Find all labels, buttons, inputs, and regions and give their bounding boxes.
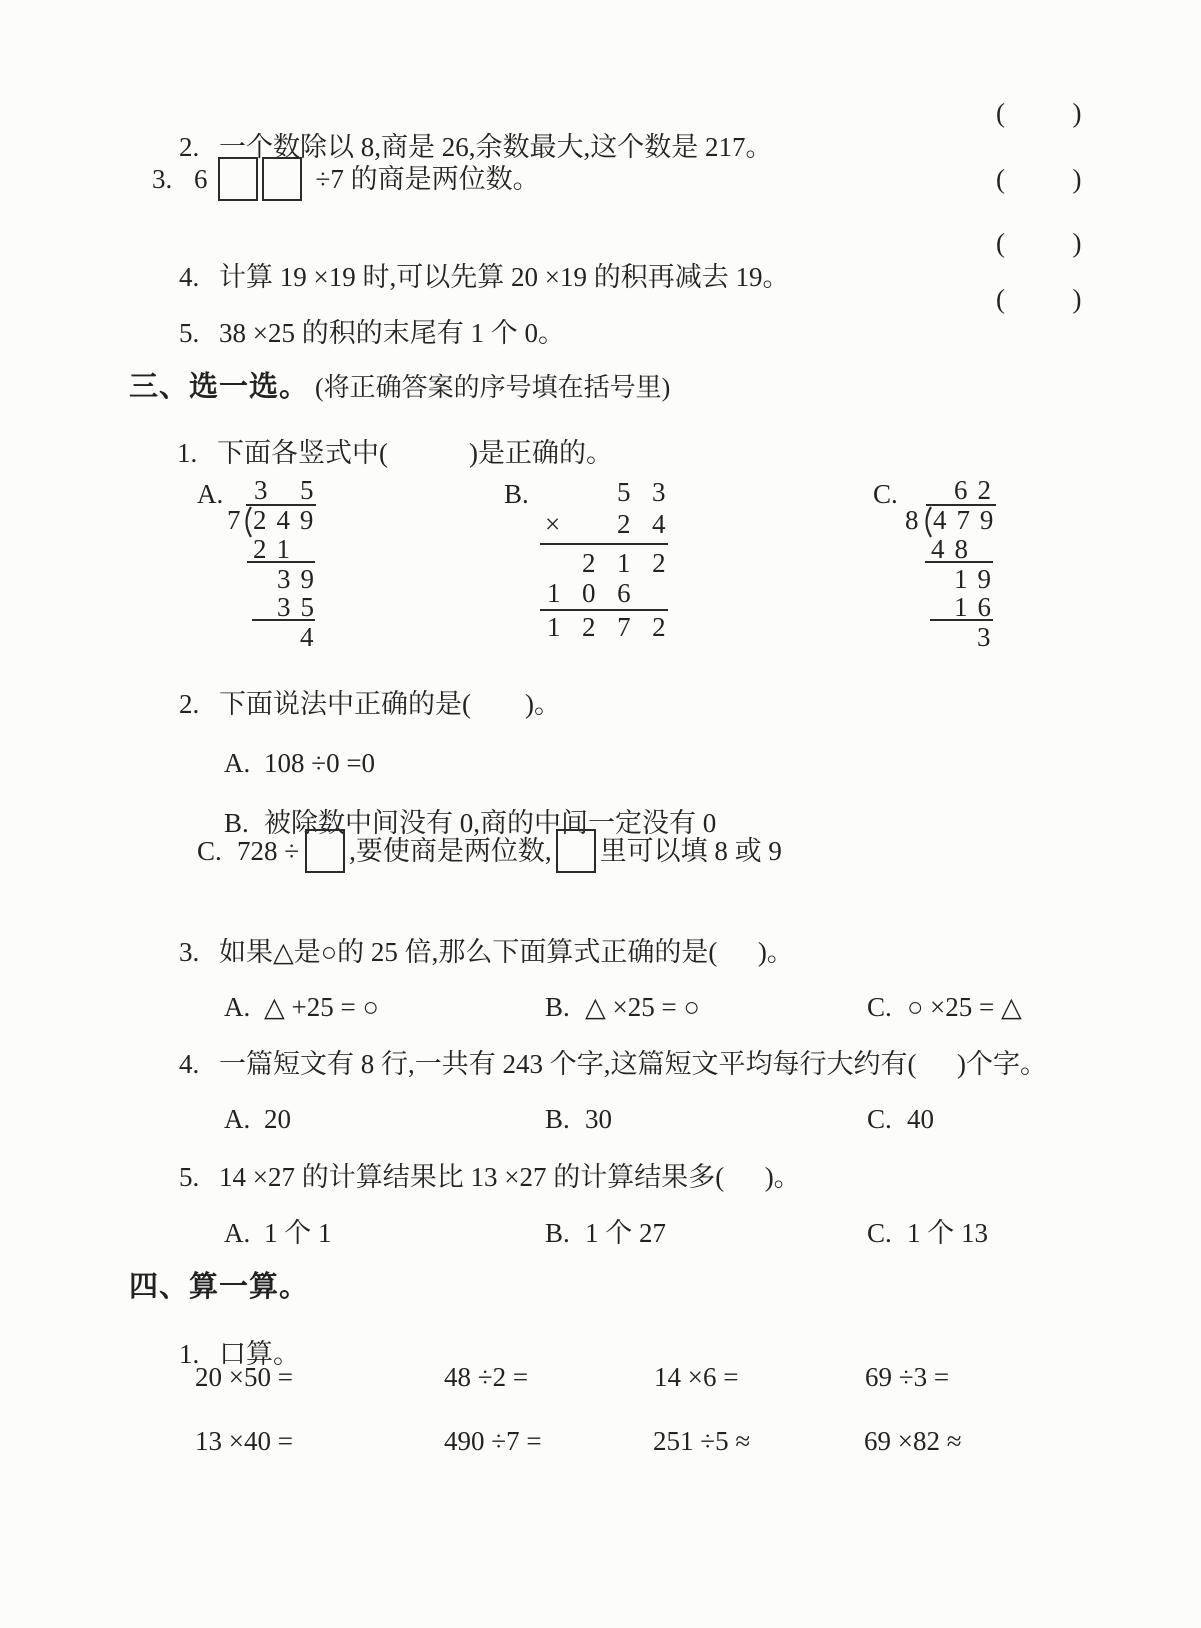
item-number: 5. — [179, 318, 200, 348]
item-text: 一个数除以 8,商是 26,余数最大,这个数是 217。 — [219, 132, 773, 162]
quotient-digit: 3 — [254, 475, 268, 505]
item-number: 4. — [179, 262, 200, 292]
rule-line — [252, 619, 315, 621]
oral-problem: 251 ÷5 ≈ — [653, 1426, 751, 1456]
option-text: 728 ÷ — [237, 836, 300, 866]
option-text: 20 — [264, 1104, 291, 1134]
item-number: 2. — [179, 689, 200, 719]
option-label: A. — [224, 748, 251, 778]
option-label: C. — [197, 836, 222, 866]
vertical-form-c — [873, 462, 1053, 662]
times-sign: × — [545, 509, 561, 539]
item-text: 6 — [194, 164, 208, 194]
vertical-form-b — [504, 462, 684, 662]
blank-box — [218, 157, 258, 201]
work-row: 3 5 — [277, 592, 316, 622]
option-label: C. — [867, 1104, 892, 1134]
oral-problem: 69 ÷3 = — [865, 1362, 950, 1392]
option-text: 30 — [585, 1104, 612, 1134]
option-text: 40 — [907, 1104, 934, 1134]
option-label: C. — [873, 479, 898, 509]
item-number: 5. — [179, 1162, 200, 1192]
item-number: 1. — [179, 1339, 200, 1369]
option-text: △ +25 = ○ — [264, 992, 379, 1022]
option-label: C. — [867, 1218, 892, 1248]
blank-box — [556, 829, 596, 873]
option-text: 1 个 13 — [907, 1218, 988, 1248]
option-text: ,要使商是两位数, — [349, 836, 552, 866]
dividend: 2 4 9 — [253, 505, 315, 535]
option-text: 1 个 27 — [585, 1218, 666, 1248]
item-text: 下面各竖式中( )是正确的。 — [217, 438, 613, 468]
item-number: 3. — [152, 164, 173, 194]
quotient: 6 2 — [954, 475, 993, 505]
item-number: 1. — [177, 438, 198, 468]
option-text: ○ ×25 = △ — [907, 992, 1022, 1022]
option-label: A. — [224, 1104, 251, 1134]
item-text: 计算 19 ×19 时,可以先算 20 ×19 的积再减去 19。 — [219, 262, 790, 292]
blank-box — [305, 829, 345, 873]
section-title: 三、选一选。 — [129, 371, 310, 403]
partial-product: 1 0 6 — [547, 578, 638, 608]
rule-line — [540, 543, 668, 545]
item-text: 如果△是○的 25 倍,那么下面算式正确的是( )。 — [219, 937, 794, 967]
rule-line — [540, 609, 668, 611]
answer-bracket: ( ) — [996, 228, 1082, 258]
option-label: C. — [867, 992, 892, 1022]
option-label: A. — [224, 992, 251, 1022]
option-label: B. — [545, 1218, 570, 1248]
divisor: 8 — [905, 505, 919, 535]
answer-bracket: ( ) — [996, 284, 1082, 314]
item-text: 下面说法中正确的是( )。 — [219, 689, 561, 719]
oral-problem: 14 ×6 = — [654, 1362, 739, 1392]
option-text: △ ×25 = ○ — [585, 992, 700, 1022]
oral-problem: 20 ×50 = — [195, 1362, 293, 1392]
option-text: 里可以填 8 或 9 — [599, 836, 782, 866]
remainder: 4 — [300, 622, 316, 652]
oral-problem: 13 ×40 = — [195, 1426, 293, 1456]
partial-product: 2 1 2 — [582, 548, 673, 578]
vertical-form-a — [197, 462, 377, 662]
option-label: A. — [197, 479, 224, 509]
item-text: 14 ×27 的计算结果比 13 ×27 的计算结果多( )。 — [219, 1162, 801, 1192]
dividend: 4 7 9 — [933, 505, 995, 535]
option-label: B. — [545, 1104, 570, 1134]
option-label: B. — [504, 479, 529, 509]
work-row: 2 1 — [253, 534, 292, 564]
item-text: 一篇短文有 8 行,一共有 243 个字,这篇短文平均每行大约有( )个字。 — [219, 1049, 1047, 1079]
item-number: 2. — [179, 132, 200, 162]
section-title: 四、算一算。 — [129, 1271, 310, 1303]
answer-bracket: ( ) — [996, 164, 1082, 194]
mc-q5-option-c — [840, 1182, 988, 1284]
work-row: 1 6 — [954, 592, 993, 622]
product: 1 2 7 2 — [547, 612, 674, 642]
option-text: 108 ÷0 =0 — [264, 748, 376, 778]
mc-q4-option-c — [840, 1068, 934, 1170]
remainder: 3 — [977, 622, 993, 652]
factor: 2 4 — [617, 509, 673, 539]
option-label: B. — [224, 808, 249, 838]
item-text: 口算。 — [219, 1339, 300, 1369]
mc-q2-option-c — [197, 826, 782, 876]
divisor: 7 — [227, 505, 241, 535]
option-text: 1 个 1 — [264, 1218, 332, 1248]
oral-problem: 490 ÷7 = — [444, 1426, 542, 1456]
mc-q5-option-b — [518, 1182, 666, 1284]
item-text: ÷7 的商是两位数。 — [315, 164, 540, 194]
option-label: B. — [545, 992, 570, 1022]
division-bracket — [239, 506, 253, 538]
section-title-note: (将正确答案的序号填在括号里) — [315, 373, 671, 402]
work-row: 1 9 — [954, 564, 993, 594]
rule-line — [930, 619, 993, 621]
oral-problem: 69 ×82 ≈ — [864, 1426, 962, 1456]
factor: 5 3 — [617, 477, 673, 507]
item-text: 38 ×25 的积的末尾有 1 个 0。 — [219, 318, 565, 348]
rule-line — [247, 561, 315, 563]
work-row: 4 8 — [931, 534, 970, 564]
rule-line — [925, 561, 993, 563]
option-text: 被除数中间没有 0,商的中间一定没有 0 — [264, 808, 717, 838]
option-label: A. — [224, 1218, 251, 1248]
tf-item-3 — [152, 154, 540, 204]
answer-bracket: ( ) — [996, 98, 1082, 128]
work-row: 3 9 — [277, 564, 316, 594]
item-number: 3. — [179, 937, 200, 967]
oral-problem: 48 ÷2 = — [444, 1362, 529, 1392]
quotient-digit: 5 — [300, 475, 314, 505]
blank-box — [262, 157, 302, 201]
item-number: 4. — [179, 1049, 200, 1079]
